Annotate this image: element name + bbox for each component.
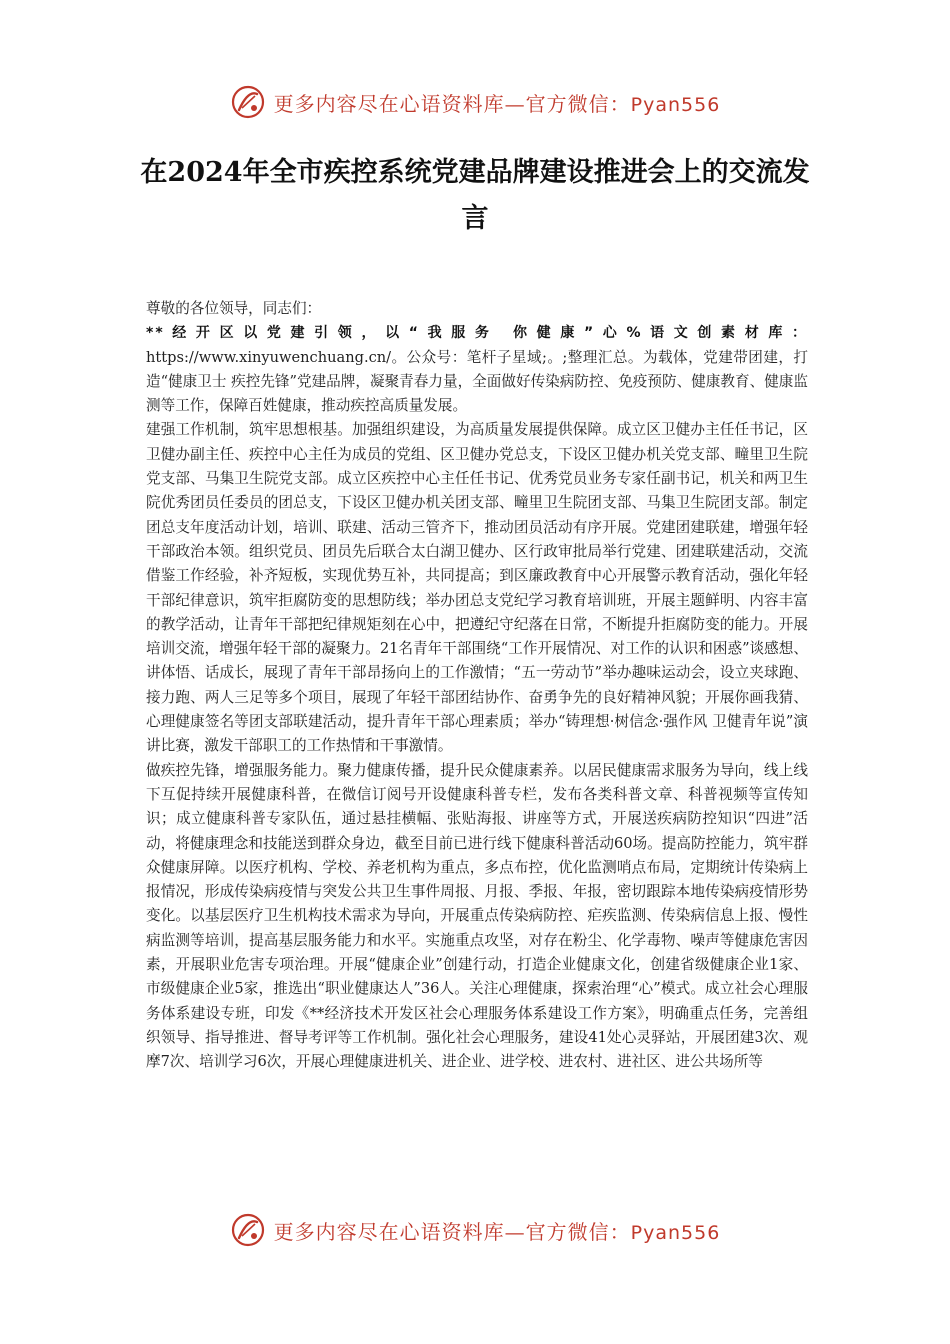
watermark-text: 更多内容尽在心语资料库—官方微信：Pyan556 [273, 1219, 721, 1244]
document-title: 在2024年全市疾控系统党建品牌建设推进会上的交流发言 [140, 157, 810, 234]
header-watermark [0, 80, 950, 124]
footer-watermark [0, 1208, 950, 1252]
watermark-text: 更多内容尽在心语资料库—官方微信：Pyan556 [273, 91, 721, 116]
watermark-logo-icon [230, 84, 266, 120]
greeting: 尊敬的各位领导，同志们： [146, 300, 322, 317]
document-body [146, 297, 808, 1075]
intro-text: https://www.xinyuwenchuang.cn/。公众号：笔杆子星域;。;整理汇总。为载体，党建带团建，打造“健康卫士 疾控先锋”党建品牌，凝聚青春力量，全面做好传染病防控、免疫预防、健康教育、健康监测等工作，保障百姓健康，推动疾控高质量发展。 [146, 348, 808, 415]
intro-line-1: **经开区以党建引领，以“我服务 你健康”心%语文创素材库： [146, 325, 808, 342]
paragraph-2: 做疾控先锋，增强服务能力。聚力健康传播，提升民众健康素养。以居民健康需求服务为导向，线上线下互促持续开展健康科普，在微信订阅号开设健康科普专栏，发布各类科普文章、科普视频等宣传知识；成立健康科普专家队伍，通过悬挂横幅、张贴海报、讲座等方式，开展送疾病防控知识“四进”活动，将健康理念和技能送到群众身边，截至目前已进行线下健康科普活动60场。提高防控能力，筑牢群众健康屏障。以医疗机构、学校、养老机构为重点，多点布控，优化监测哨点布局，定期统计传染病上报情况，形成传染病疫情与突发公共卫生事件周报、月报、季报、年报，密切跟踪本地传染病疫情形势变化。以基层医疗卫生机构技术需求为导向，开展重点传染病防控、疟疾监测、传染病信息上报、慢性病监测等培训，提高基层服务能力和水平。实施重点攻坚，对存在粉尘、化学毒物、噪声等健康危害因素，开展职业危害专项治理。开展“健康企业”创建行动，打造企业健康文化，创建省级健康企业1家、市级健康企业5家，推选出“职业健康达人”36人。关注心理健康，探索治理“心”模式。成立社会心理服务体系建设专班，印发《**经济技术开发区社会心理服务体系建设工作方案》，明确重点任务，完善组织领导、指导推进、督导考评等工作机制。强化社会心理服务，建设41处心灵驿站，开展团建3次、观摩7次、培训学习6次，开展心理健康进机关、进企业、进学校、进农村、进社区、进公共场所等 [146, 761, 808, 1071]
paragraph-1: 建强工作机制，筑牢思想根基。加强组织建设，为高质量发展提供保障。成立区卫健办主任任书记，区卫健办副主任、疾控中心主任为成员的党组、区卫健办党总支，下设区卫健办机关党支部、疃里卫生院党支部、马集卫生院党支部。成立区疾控中心主任任书记、优秀党员业务专家任副书记，机关和两卫生院优秀团员任委员的团总支，下设区卫健办机关团支部、疃里卫生院团支部、马集卫生院团支部。制定团总支年度活动计划，培训、联建、活动三管齐下，推动团员活动有序开展。党建团建联建，增强年轻干部政治本领。组织党员、团员先后联合太白湖卫健办、区行政审批局举行党建、团建联建活动，交流借鉴工作经验，补齐短板，实现优势互补，共同提高；到区廉政教育中心开展警示教育活动，强化年轻干部纪律意识，筑牢拒腐防变的思想防线；举办团总支党纪学习教育培训班，开展主题鲜明、内容丰富的教学活动，让青年干部把纪律规矩刻在心中，把遵纪守纪落在日常，不断提升拒腐防变的能力。开展培训交流，增强年轻干部的凝聚力。21名青年干部围绕“工作开展情况、对工作的认识和困惑”谈感想、讲体悟、话成长，展现了青年干部昂扬向上的工作激情；“五一劳动节”举办趣味运动会，设立夹球跑、接力跑、两人三足等多个项目，展现了年轻干部团结协作、奋勇争先的良好精神风貌；开展你画我猜、心理健康签名等团支部联建活动，提升青年干部心理素质；举办“铸理想·树信念·强作风 卫健青年说”演讲比赛，激发干部职工的工作热情和干事激情。 [146, 421, 808, 755]
intro-paragraph [146, 346, 808, 419]
watermark-logo-icon [230, 1212, 266, 1248]
